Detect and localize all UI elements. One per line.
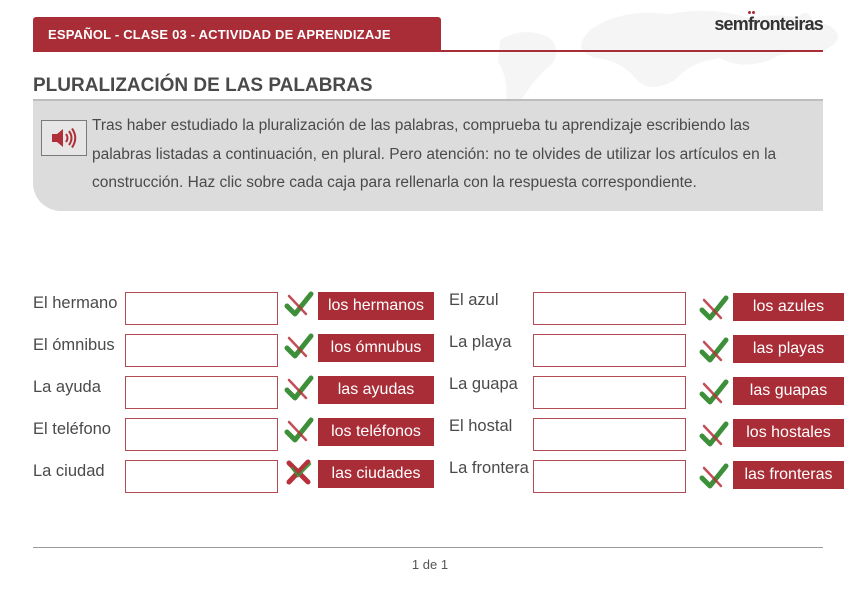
checkmark-icon[interactable] [284,290,314,318]
answer-input[interactable] [533,292,686,325]
answer-label: las guapas [733,377,844,405]
checkmark-icon[interactable] [699,336,729,364]
activity-title-bar [33,17,441,51]
answer-label: las playas [733,335,844,363]
answer-label: las fronteras [733,461,844,489]
speaker-icon [49,127,79,149]
checkmark-icon[interactable] [284,416,314,444]
answer-label: las ayudas [318,376,434,404]
answer-label: los teléfonos [318,418,434,446]
exercise-word: El teléfono [33,420,111,438]
answer-input[interactable] [533,418,686,451]
instructions-text: Tras haber estudiado la pluralización de las palabras, comprueba tu aprendizaje escribiendo las palabras listadas a continuación, en plural. Pero atención: no te olvides de utilizar los artículos en la construcción. Haz clic sobre cada caja para rellenarla con la respuesta correspondiente. [92,117,777,191]
checkmark-icon[interactable] [699,378,729,406]
exercise-word: La ayuda [33,378,101,396]
exercise-word: El ómnibus [33,336,115,354]
checkmark-icon[interactable] [699,462,729,490]
exercise-word: El azul [449,291,499,309]
answer-input[interactable] [125,292,278,325]
exercise-word: La guapa [449,375,518,393]
checkmark-icon[interactable] [699,294,729,322]
pagination: 1 de 1 [411,557,449,572]
exercise-word: La frontera [449,459,529,477]
answer-input[interactable] [533,460,686,493]
exercise-word: La playa [449,333,512,351]
answer-input[interactable] [125,376,278,409]
answer-input[interactable] [533,334,686,367]
answer-label: las ciudades [318,460,434,488]
cross-icon[interactable] [284,458,314,486]
header-divider [33,50,823,52]
checkmark-icon[interactable] [284,374,314,402]
answer-label: los ómnubus [318,334,434,362]
exercise-word: La ciudad [33,462,105,480]
brand-logo [714,14,823,35]
page-title: PLURALIZACIÓN DE LAS PALABRAS [33,75,373,96]
answer-label: los hermanos [318,292,434,320]
instructions-panel [33,99,823,211]
brand-name: semfronteiras [714,14,823,34]
answer-input[interactable] [125,418,278,451]
activity-title: ESPAÑOL - CLASE 03 - ACTIVIDAD DE APRENDIZAJE [48,26,391,42]
checkmark-icon[interactable] [284,332,314,360]
answer-input[interactable] [533,376,686,409]
exercise-word: El hermano [33,294,118,312]
play-audio-button[interactable] [41,120,87,156]
answer-label: los azules [733,293,844,321]
answer-label: los hostales [733,419,844,447]
exercise-word: El hostal [449,417,513,435]
footer-divider [33,547,823,548]
answer-input[interactable] [125,460,278,493]
brand-logo-dots [748,11,756,16]
answer-input[interactable] [125,334,278,367]
checkmark-icon[interactable] [699,420,729,448]
